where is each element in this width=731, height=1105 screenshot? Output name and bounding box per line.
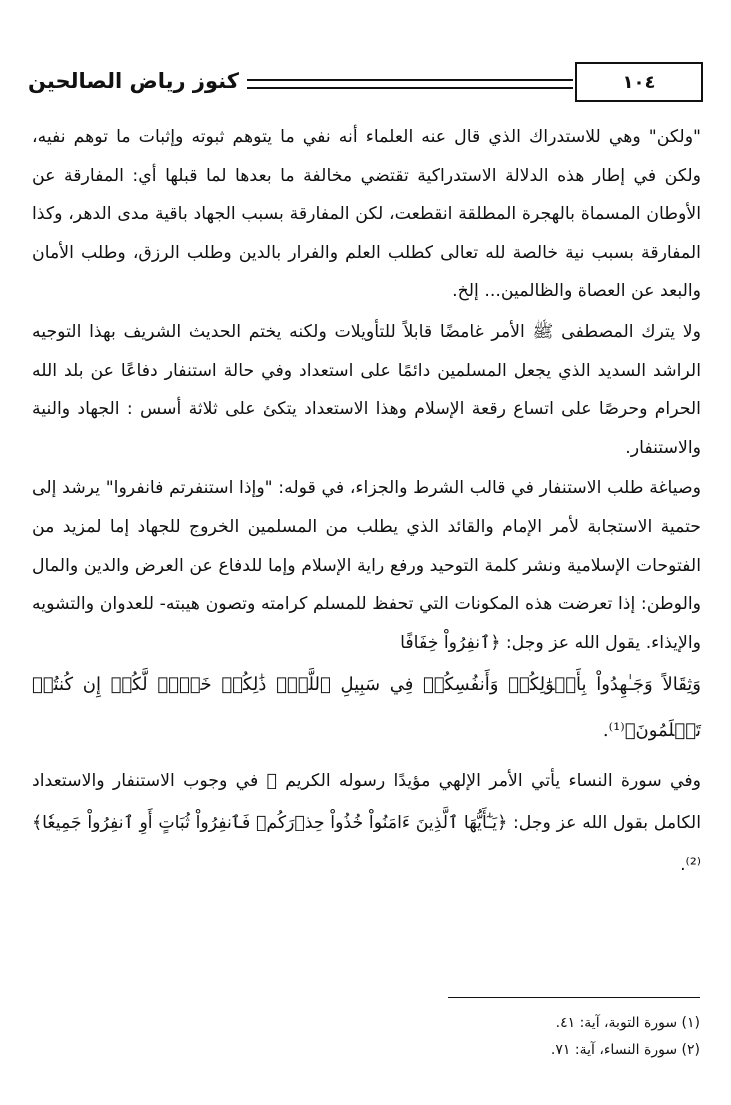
main-text [32,118,701,886]
page-number: ١٠٤ [575,62,703,102]
paragraph-istinfar: ولا يترك المصطفى ﷺ الأمر غامضًا قابلاً للتأويلات ولكنه يختم الحديث الشريف بهذا التوجيه الراشد السديد الذي يجعل المسلمين دائمًا على استعداد وفي حالة استنفار دفاعًا عن بلد الله الحرام وحرصًا على اتساع رقعة الإسلام وهذا الاستعداد يتكئ على ثلاثة أسس : الجهاد والنية والاستنفار. [32,321,701,458]
footnote-1: (١) سورة التوبة، آية: ٤١. [555,1015,700,1031]
page-header [26,62,703,106]
footnote-divider [448,997,700,998]
paragraph-hijra-explanation: "ولكن" وهي للاستدراك الذي قال عنه العلماء أنه نفي ما يتوهم ثبوته وإثبات ما توهم نفيه، ولكن في إطار هذه الدلالة الاستدراكية تقتضي مخالفة ما بعدها لما قبلها أي: المفارقة عن الأوطان المسماة بالهجرة المطلقة انقطعت، لكن المفارقة بسبب الجهاد باقية مدى الدهر، وكذا المفارقة بسبب نية خالصة لله تعالى كطلب العلم والفرار بالدين وطلب الرزق، وطلب الأمان والبعد عن العصاة والظالمين... إلخ. [32,127,701,302]
book-title: كنوز رياض الصالحين [26,66,247,96]
paragraph-nisa: وفي سورة النساء يأتي الأمر الإلهي مؤيدًا رسوله الكريم ﷺ في وجوب الاستنفار والاستعداد الكامل بقول الله عز وجل: ﴿يَـٰٓأَيُّهَا ٱلَّذِينَ ءَامَنُواْ خُذُواْ حِذۡرَكُمۡ فَٱنفِرُواْ ثُبَاتٍ أَوِ ٱنفِرُواْ جَمِيعٗا﴾⁽²⁾. [32,771,701,876]
paragraph-condition-reward: وصياغة طلب الاستنفار في قالب الشرط والجزاء، في قوله: "وإذا استنفرتم فانفروا" يرشد إلى حتمية الاستجابة لأمر الإمام والقائد الذي يطلب من المسلمين الخروج للجهاد إما لمزيد من الفتوحات الإسلامية ونشر كلمة التوحيد ورفع راية الإسلام وإما للدفاع عن العرض والدين والمال والوطن: إذا تعرضت هذه المكونات التي تحفظ للمسلم كرامته وتصون هيبته- للعدوان والتشويه والإيذاء. يقول الله عز وجل: ﴿ٱنفِرُواْ خِفَافًا [32,478,701,653]
quran-verse-tawbah: وَثِقَالاً وَجَـٰهِدُواْ بِأَمۡوَٰلِكُمۡ وَأَنفُسِكُمۡ فِي سَبِيلِ ٱللَّهِۚ ذَٰلِكُمۡ خَيۡرٞ لَّكُمۡ إِن كُنتُمۡ تَعۡلَمُونَ﴾⁽¹⁾. [32,674,701,742]
footnote-2: (٢) سورة النساء، آية: ٧١. [550,1042,700,1058]
footnotes [300,1010,700,1064]
